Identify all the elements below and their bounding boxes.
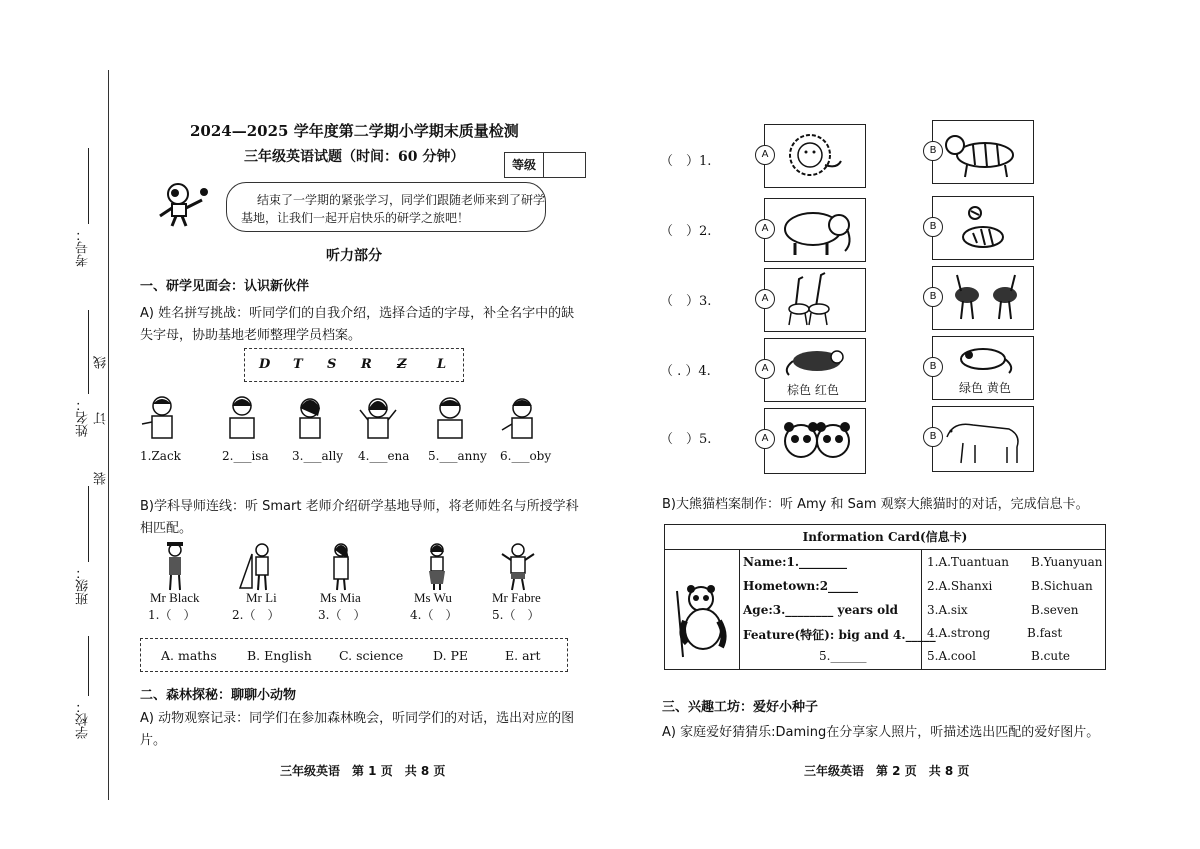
q4-option-a-image[interactable] — [761, 338, 866, 402]
kid-figure-icon — [356, 394, 402, 444]
exam-subtitle: 三年级英语试题（时间：60 分钟） — [244, 149, 465, 165]
option-label: A — [755, 359, 775, 379]
section1-partA-line2: 失字母，协助基地老师整理学员档案。 — [140, 328, 362, 343]
card-field-age[interactable]: Age:3.________ years old — [743, 603, 899, 617]
teacher-figure-icon — [422, 540, 452, 592]
name-item-6: 6.___oby — [500, 449, 552, 463]
section1-title: 一、研学见面会：认识新伙伴 — [140, 279, 310, 294]
card-option-2b: B.Sichuan — [1031, 579, 1093, 593]
question-5-number[interactable]: （ ）5. — [660, 432, 712, 447]
zebra-icon — [933, 197, 1033, 259]
option-label: B — [923, 357, 943, 377]
letter-t: T — [293, 357, 303, 372]
letter-choices-box — [244, 348, 464, 382]
exam-number-field[interactable] — [88, 148, 89, 224]
q2-option-b-image[interactable] — [929, 196, 1034, 260]
option-label: A — [755, 145, 775, 165]
elephant-icon — [765, 199, 865, 261]
intro-line-2: 基地，让我们一起开启快乐的研学之旅吧！ — [241, 211, 470, 225]
option-label: A — [755, 219, 775, 239]
question-3-number[interactable]: （ ）3. — [660, 294, 712, 309]
q4-b-caption: 绿色 黄色 — [959, 381, 1011, 395]
kid-figure-icon — [428, 394, 474, 444]
subject-options-box — [140, 638, 568, 672]
card-field-hometown[interactable]: Hometown:2_____ — [743, 579, 859, 593]
q3-option-a-image[interactable] — [761, 268, 866, 332]
panda-icon — [765, 409, 865, 473]
section1-partA-line1: A) 姓名拼写挑战：听同学们的自我介绍，选择合适的字母，补全名字中的缺 — [140, 306, 575, 321]
letter-r: R — [361, 357, 372, 372]
section2-partA-line2: 片。 — [140, 733, 167, 748]
subject-option-b: B. English — [247, 648, 312, 663]
q2-option-a-image[interactable] — [761, 198, 866, 262]
option-label: A — [755, 429, 775, 449]
school-field[interactable] — [88, 636, 89, 696]
letter-z: Z — [397, 357, 407, 372]
name-item-2: 2.___isa — [222, 449, 269, 463]
teacher-name-1: Mr Black — [150, 590, 200, 605]
listening-heading: 听力部分 — [326, 248, 382, 264]
card-option-3a: 3.A.six — [927, 603, 968, 617]
teacher-answer-5[interactable]: 5.（ ） — [492, 608, 540, 622]
binding-mark-order: 订 — [94, 412, 109, 425]
name-item-3: 3.___ally — [292, 449, 344, 463]
ostrich-icon — [933, 267, 1033, 329]
card-option-5a: 5.A.cool — [927, 649, 976, 663]
grade-box — [504, 152, 586, 178]
card-title: Information Card(信息卡) — [665, 525, 1105, 550]
teacher-answer-4[interactable]: 4.（ ） — [410, 608, 458, 622]
binding-line — [108, 70, 109, 800]
kid-figure-icon — [140, 394, 186, 444]
teacher-answer-1[interactable]: 1.（ ） — [148, 608, 196, 622]
question-1-number[interactable]: （ ）1. — [660, 154, 712, 169]
card-option-1a: 1.A.Tuantuan — [927, 555, 1009, 569]
letter-s: S — [327, 357, 337, 372]
subject-option-a: A. maths — [161, 648, 217, 663]
intro-line-1: 结束了一学期的紧张学习，同学们跟随老师来到了研学 — [257, 193, 546, 207]
q4-option-b-image[interactable] — [929, 336, 1034, 400]
chameleon-icon — [933, 337, 1033, 377]
name-label: 姓名： — [76, 398, 91, 437]
binding-mark-line: 线 — [94, 356, 109, 369]
teacher-name-5: Mr Fabre — [492, 590, 541, 605]
section1-partB-line1: B)学科导师连线：听 Smart 老师介绍研学基地导师，将老师姓名与所授学科 — [140, 499, 579, 514]
giraffe-icon — [765, 269, 865, 331]
section3-partA: A) 家庭爱好猜猜乐:Daming在分享家人照片，听描述选出匹配的爱好图片。 — [662, 725, 1100, 740]
option-label: B — [923, 427, 943, 447]
name-item-1: 1.Zack — [140, 449, 181, 463]
section2-title: 二、森林探秘：聊聊小动物 — [140, 688, 297, 703]
card-option-4b: B.fast — [1027, 626, 1063, 640]
card-option-4a: 4.A.strong — [927, 626, 991, 640]
polar-bear-icon — [933, 407, 1033, 471]
card-option-5b: B.cute — [1031, 649, 1071, 663]
name-item-4: 4.___ena — [358, 449, 410, 463]
school-label: 学校： — [76, 700, 91, 739]
option-label: B — [923, 287, 943, 307]
robot-mascot-icon — [152, 178, 212, 228]
class-field[interactable] — [88, 486, 89, 562]
letter-l: L — [437, 357, 447, 372]
subject-option-d: D. PE — [433, 648, 469, 663]
lion-icon — [765, 125, 865, 187]
card-option-3b: B.seven — [1031, 603, 1079, 617]
section3-title: 三、兴趣工坊：爱好小种子 — [662, 700, 819, 715]
q3-option-b-image[interactable] — [929, 266, 1034, 330]
grade-field[interactable] — [544, 153, 584, 177]
teacher-figure-icon — [500, 540, 536, 592]
exam-number-label: 考号： — [76, 228, 91, 267]
option-label: B — [923, 217, 943, 237]
q5-option-a-image[interactable] — [761, 408, 866, 474]
class-label: 班级： — [76, 566, 91, 605]
name-item-5: 5.___anny — [428, 449, 487, 463]
q1-option-a-image[interactable] — [761, 124, 866, 188]
option-label: A — [755, 289, 775, 309]
binding-mark-bind: 装 — [94, 472, 109, 485]
q1-option-b-image[interactable] — [929, 120, 1034, 184]
page-footer-right: 三年级英语 第 2 页 共 8 页 — [804, 764, 970, 778]
page-footer-left: 三年级英语 第 1 页 共 8 页 — [280, 764, 446, 778]
question-4-number[interactable]: （ . ）4. — [660, 364, 711, 379]
card-field-5[interactable]: 5.______ — [819, 649, 867, 663]
tiger-icon — [933, 121, 1033, 183]
information-card — [664, 524, 1106, 670]
card-option-1b: B.Yuanyuan — [1031, 555, 1103, 569]
teacher-figure-icon — [326, 540, 356, 592]
exam-title: 2024—2025 学年度第二学期小学期末质量检测 — [190, 122, 519, 140]
kid-figure-icon — [288, 394, 334, 444]
teacher-name-3: Ms Mia — [320, 590, 361, 605]
section1-partB-line2: 相匹配。 — [140, 521, 193, 536]
chameleon-icon — [765, 339, 865, 379]
teacher-name-4: Ms Wu — [414, 590, 452, 605]
teacher-name-2: Mr Li — [246, 590, 277, 605]
card-field-name[interactable]: Name:1.________ — [743, 555, 848, 569]
teacher-answer-3[interactable]: 3.（ ） — [318, 608, 366, 622]
teacher-figure-icon — [238, 540, 274, 592]
subject-option-e: E. art — [505, 648, 541, 663]
question-2-number[interactable]: （ ）2. — [660, 224, 712, 239]
teacher-answer-2[interactable]: 2.（ ） — [232, 608, 280, 622]
name-field[interactable] — [88, 310, 89, 394]
teacher-figure-icon — [160, 540, 190, 592]
q4-a-caption: 棕色 红色 — [787, 383, 839, 397]
kid-figure-icon — [220, 394, 266, 444]
intro-bubble — [226, 182, 546, 232]
letter-d: D — [259, 357, 271, 372]
section2-partA-line1: A) 动物观察记录：同学们在参加森林晚会，听同学们的对话，选出对应的图 — [140, 711, 575, 726]
kid-figure-icon — [498, 394, 544, 444]
panda-icon — [671, 581, 733, 661]
subject-option-c: C. science — [339, 648, 404, 663]
card-option-2a: 2.A.Shanxi — [927, 579, 993, 593]
q5-option-b-image[interactable] — [929, 406, 1034, 472]
grade-label: 等级 — [505, 153, 544, 177]
right-partB-instruction: B)大熊猫档案制作：听 Amy 和 Sam 观察大熊猫时的对话，完成信息卡。 — [662, 497, 1089, 512]
option-label: B — [923, 141, 943, 161]
card-field-feature[interactable]: Feature(特征): big and 4._____ — [743, 628, 936, 642]
